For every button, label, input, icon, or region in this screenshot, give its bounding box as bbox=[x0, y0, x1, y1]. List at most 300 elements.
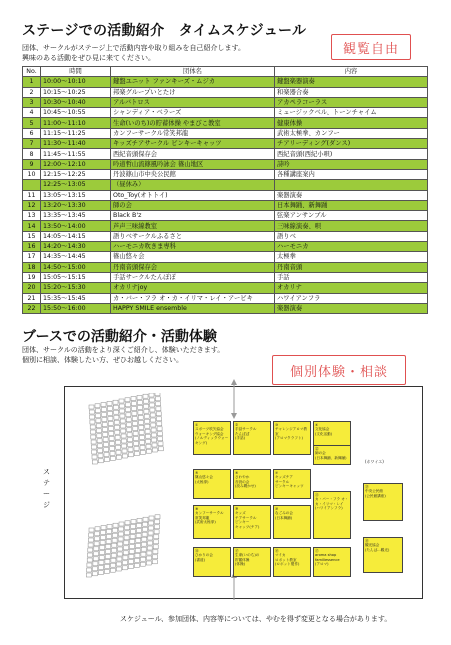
seat bbox=[113, 528, 118, 532]
seat bbox=[146, 444, 151, 448]
cell-time: 11:45～11:55 bbox=[41, 149, 111, 159]
seat bbox=[121, 434, 126, 438]
cell-time: 10:30～10:40 bbox=[41, 97, 111, 107]
cell-group: ハーモニカ吹きま専科 bbox=[111, 242, 275, 252]
cell-no: 12 bbox=[23, 200, 41, 210]
timetable-row bbox=[23, 231, 428, 241]
seat bbox=[146, 449, 151, 453]
cell-no: 22 bbox=[23, 303, 41, 313]
seat bbox=[93, 567, 98, 571]
seat bbox=[131, 520, 136, 524]
seat bbox=[130, 535, 135, 539]
cell-no: 16 bbox=[23, 242, 41, 252]
seat bbox=[102, 418, 107, 422]
seat bbox=[133, 422, 138, 426]
seat bbox=[117, 562, 122, 566]
seat bbox=[151, 418, 156, 422]
seat bbox=[115, 435, 120, 439]
timetable-row bbox=[23, 77, 428, 87]
seat bbox=[142, 542, 147, 546]
seat bbox=[149, 398, 154, 402]
seat bbox=[152, 443, 157, 447]
cell-content: 弦楽アンサンブル bbox=[275, 211, 428, 221]
seat bbox=[144, 404, 149, 408]
seat bbox=[104, 458, 109, 462]
seat bbox=[110, 568, 115, 572]
seat bbox=[112, 538, 117, 542]
booth-b14: ⑭ ひかりの会 (書道) bbox=[193, 547, 231, 577]
seat bbox=[116, 455, 121, 459]
seat bbox=[126, 413, 131, 417]
seat bbox=[158, 437, 163, 441]
timetable-row bbox=[23, 211, 428, 221]
seat bbox=[116, 445, 121, 449]
free-viewing-stamp: 観覧自由 bbox=[331, 34, 411, 60]
seat bbox=[122, 454, 127, 458]
cell-group: 語りべサークルふるさと bbox=[111, 231, 275, 241]
cell-group: キッズチアサークル ピンキーキャッツ bbox=[111, 139, 275, 149]
seat bbox=[124, 536, 129, 540]
seat bbox=[138, 415, 143, 419]
cell-no: 11 bbox=[23, 190, 41, 200]
cell-group: 生命(いのち)の貯蓄体操 やまびこ教室 bbox=[111, 118, 275, 128]
cell-content bbox=[275, 180, 428, 190]
cell-group: 師の会 bbox=[111, 200, 275, 210]
seat bbox=[106, 534, 111, 538]
seat bbox=[158, 442, 163, 446]
seat bbox=[111, 563, 116, 567]
timetable-row bbox=[23, 118, 428, 128]
seat bbox=[95, 532, 100, 536]
seat bbox=[106, 549, 111, 553]
timetable-row bbox=[23, 252, 428, 262]
seat bbox=[96, 424, 101, 428]
cell-no: 8 bbox=[23, 149, 41, 159]
seat bbox=[143, 399, 148, 403]
seat bbox=[101, 403, 106, 407]
booth-b17: ⑰ aroma shop familiessence (アロマ) bbox=[313, 547, 351, 577]
seat bbox=[136, 543, 141, 547]
timetable-row bbox=[23, 200, 428, 210]
seat bbox=[94, 542, 99, 546]
seat bbox=[127, 433, 132, 437]
seat bbox=[97, 429, 102, 433]
cell-no: 15 bbox=[23, 231, 41, 241]
cell-no: 17 bbox=[23, 252, 41, 262]
cell-time: 11:30～11:40 bbox=[41, 139, 111, 149]
seat bbox=[105, 559, 110, 563]
col-content: 内容 bbox=[275, 67, 428, 77]
seat bbox=[100, 551, 105, 555]
cell-no: 6 bbox=[23, 128, 41, 138]
timetable-row bbox=[23, 293, 428, 303]
seat bbox=[141, 547, 146, 551]
booth-b10: ⑩ なごみの会 (日本舞踊) bbox=[273, 505, 311, 539]
seat bbox=[96, 414, 101, 418]
cell-content: 健康体操 bbox=[275, 118, 428, 128]
seat bbox=[141, 552, 146, 556]
seat bbox=[95, 527, 100, 531]
seat bbox=[111, 553, 116, 557]
seat bbox=[157, 417, 162, 421]
cell-content: 鍵盤楽器演奏 bbox=[275, 77, 428, 87]
seat bbox=[144, 409, 149, 413]
seat bbox=[89, 528, 94, 532]
seat bbox=[98, 454, 103, 458]
seat bbox=[148, 536, 153, 540]
cell-content: 武術太極拳、カンフー bbox=[275, 128, 428, 138]
cell-time: 12:00～12:10 bbox=[41, 159, 111, 169]
seat bbox=[110, 456, 115, 460]
col-no: No. bbox=[23, 67, 41, 77]
timetable-row bbox=[23, 242, 428, 252]
seat bbox=[151, 428, 156, 432]
seat bbox=[98, 571, 103, 575]
booth-b13: ⑬ 中央公民館 (公民館講座) bbox=[363, 483, 403, 521]
seat bbox=[154, 525, 159, 529]
seat bbox=[157, 432, 162, 436]
seat bbox=[151, 423, 156, 427]
seat bbox=[123, 551, 128, 555]
seat bbox=[120, 409, 125, 413]
seat bbox=[156, 407, 161, 411]
seat bbox=[116, 450, 121, 454]
seat bbox=[114, 415, 119, 419]
cell-content: 西紀音頭(西紀小唄) bbox=[275, 149, 428, 159]
seat bbox=[127, 428, 132, 432]
seat bbox=[139, 435, 144, 439]
timetable-row bbox=[23, 190, 428, 200]
booth-b11: ⑪ カ・バー・フラ オ・カ・イリマ・レイ (ハワイアンフラ) bbox=[313, 491, 351, 539]
cell-time: 12:25～13:05 bbox=[41, 180, 111, 190]
seat bbox=[102, 423, 107, 427]
col-group: 団体名 bbox=[111, 67, 275, 77]
seat bbox=[147, 546, 152, 550]
seat bbox=[134, 442, 139, 446]
seat bbox=[147, 551, 152, 555]
cell-group: 篠山悠々会 bbox=[111, 252, 275, 262]
timetable-row bbox=[23, 97, 428, 107]
cell-no: 7 bbox=[23, 139, 41, 149]
seat bbox=[104, 448, 109, 452]
seat bbox=[146, 439, 151, 443]
cell-content: アカペラコーラス bbox=[275, 97, 428, 107]
cell-group: シャンディア・ベラーズ bbox=[111, 108, 275, 118]
seat bbox=[157, 422, 162, 426]
timetable-row bbox=[23, 303, 428, 313]
seat bbox=[91, 445, 96, 449]
seat bbox=[153, 545, 158, 549]
seat bbox=[145, 434, 150, 438]
seat bbox=[114, 410, 119, 414]
cell-time: 13:05～13:15 bbox=[41, 190, 111, 200]
seat bbox=[153, 550, 158, 554]
cell-content: ミュージックベル、トーンチャイム bbox=[275, 108, 428, 118]
seat bbox=[99, 561, 104, 565]
cell-group: 丹南音頭保存会 bbox=[111, 262, 275, 272]
cell-group: カ・バー・フラ オ・カ・イリマ・レイ・アービキ bbox=[111, 293, 275, 303]
seat bbox=[87, 568, 92, 572]
booth-heading: ブースでの活動紹介・活動体験 bbox=[22, 329, 217, 345]
seat bbox=[147, 556, 152, 560]
seat bbox=[104, 569, 109, 573]
seat bbox=[117, 552, 122, 556]
seat bbox=[139, 425, 144, 429]
seat bbox=[100, 541, 105, 545]
seat bbox=[129, 550, 134, 554]
cell-content: 太極拳 bbox=[275, 252, 428, 262]
cell-content: 楽器演奏 bbox=[275, 190, 428, 200]
seat bbox=[133, 437, 138, 441]
seat bbox=[145, 419, 150, 423]
timetable bbox=[22, 66, 428, 314]
stage-label: ステージ bbox=[43, 468, 50, 509]
seat bbox=[119, 522, 124, 526]
seat bbox=[156, 402, 161, 406]
seat bbox=[115, 440, 120, 444]
cell-group: カンフーサークル常笑邦龍 bbox=[111, 128, 275, 138]
stage-intro-line-2: 興味のある活動をぜひ見に来てください。 bbox=[22, 54, 155, 62]
seat bbox=[104, 453, 109, 457]
timetable-row bbox=[23, 87, 428, 97]
seat bbox=[109, 426, 114, 430]
seat bbox=[92, 572, 97, 576]
seat bbox=[120, 419, 125, 423]
seat bbox=[128, 453, 133, 457]
stage-heading: ステージでの活動紹介 タイムスケジュール bbox=[22, 23, 307, 39]
seat bbox=[86, 573, 91, 577]
seat bbox=[152, 560, 157, 564]
booth-b8: ⑧ カンフーサークル 常笑邦龍 (武術太極拳) bbox=[193, 505, 231, 539]
seat bbox=[115, 425, 120, 429]
seat bbox=[117, 557, 122, 561]
cell-no: 13 bbox=[23, 211, 41, 221]
cell-time: 14:50～15:00 bbox=[41, 262, 111, 272]
timetable-row bbox=[23, 180, 428, 190]
seat bbox=[121, 429, 126, 433]
seat bbox=[122, 566, 127, 570]
timetable-row bbox=[23, 159, 428, 169]
seat bbox=[90, 415, 95, 419]
seat bbox=[94, 547, 99, 551]
seat bbox=[138, 410, 143, 414]
booth-b16: ⑯ マイカ ロボット教室 (ロボット製作) bbox=[273, 547, 311, 577]
cell-time: 13:50～14:00 bbox=[41, 221, 111, 231]
cell-no: 19 bbox=[23, 272, 41, 282]
seat bbox=[113, 523, 118, 527]
seat bbox=[101, 526, 106, 530]
seat bbox=[121, 424, 126, 428]
seat bbox=[137, 400, 142, 404]
consultation-stamp: 個別体験・相談 bbox=[272, 355, 406, 385]
booth-intro-line-2: 個別に相談、体験したい方、ぜひお越しください。 bbox=[22, 356, 183, 364]
timetable-row bbox=[23, 139, 428, 149]
seat bbox=[125, 403, 130, 407]
cell-content: 語りべ bbox=[275, 231, 428, 241]
cell-group: オカリナjoy bbox=[111, 283, 275, 293]
seat bbox=[144, 414, 149, 418]
seat bbox=[154, 530, 159, 534]
seat bbox=[95, 404, 100, 408]
seat bbox=[127, 438, 132, 442]
seat bbox=[140, 450, 145, 454]
aisle-arrow-top bbox=[229, 379, 239, 419]
seat bbox=[118, 532, 123, 536]
seat bbox=[90, 425, 95, 429]
seat bbox=[122, 444, 127, 448]
cell-content: 各種講座案内 bbox=[275, 169, 428, 179]
seat bbox=[100, 546, 105, 550]
cell-time: 15:20～15:30 bbox=[41, 283, 111, 293]
seat bbox=[146, 561, 151, 565]
seat bbox=[107, 401, 112, 405]
seat bbox=[101, 408, 106, 412]
seat bbox=[124, 541, 129, 545]
seat bbox=[92, 450, 97, 454]
seat bbox=[134, 563, 139, 567]
seat bbox=[106, 539, 111, 543]
seat bbox=[140, 562, 145, 566]
seat bbox=[131, 397, 136, 401]
booth-b6: ⑥ さわやか 音読の会 (読み聞かせ) bbox=[233, 469, 271, 499]
cell-content: 手話 bbox=[275, 272, 428, 282]
seat bbox=[116, 567, 121, 571]
booth-b9: ⑨ キッズ チアサークル ピンキー キャッツ(チア) bbox=[233, 505, 271, 539]
cell-no: 4 bbox=[23, 108, 41, 118]
seat bbox=[142, 527, 147, 531]
seat bbox=[103, 428, 108, 432]
stage-intro-line-1: 団体、サークルがステージ上で活動内容や取り組みを自己紹介します。 bbox=[22, 44, 245, 52]
cell-content: 詩吟 bbox=[275, 159, 428, 169]
floor-map bbox=[43, 386, 423, 599]
seat bbox=[98, 449, 103, 453]
seat bbox=[124, 546, 129, 550]
seat bbox=[140, 440, 145, 444]
cell-content: 和楽器合奏 bbox=[275, 87, 428, 97]
seat bbox=[129, 560, 134, 564]
seat bbox=[133, 427, 138, 431]
seat bbox=[101, 531, 106, 535]
cell-group: HAPPY SMILE ensemble bbox=[111, 303, 275, 313]
seat bbox=[138, 405, 143, 409]
seat bbox=[121, 439, 126, 443]
cell-no: 3 bbox=[23, 97, 41, 107]
booth-b3: ③ チャレンジアロマ教室 (アロマクラフト) bbox=[273, 421, 311, 455]
seat bbox=[136, 533, 141, 537]
seat bbox=[119, 399, 124, 403]
seat bbox=[93, 557, 98, 561]
seat bbox=[157, 427, 162, 431]
booth-b15: ⑮ 生命(いのち)の 貯蓄体操 (体操) bbox=[233, 547, 271, 577]
seat bbox=[142, 537, 147, 541]
seat bbox=[137, 518, 142, 522]
booth-b2: ② 手話サークル たんぽぽ (手話) bbox=[233, 421, 271, 455]
seat bbox=[129, 555, 134, 559]
seat bbox=[103, 443, 108, 447]
seat bbox=[134, 452, 139, 456]
timetable-row bbox=[23, 128, 428, 138]
seat bbox=[108, 411, 113, 415]
seat bbox=[135, 548, 140, 552]
seat bbox=[139, 420, 144, 424]
seat bbox=[114, 420, 119, 424]
seat bbox=[126, 408, 131, 412]
seat bbox=[113, 400, 118, 404]
seat bbox=[100, 536, 105, 540]
cell-group: Black B'z bbox=[111, 211, 275, 221]
seat bbox=[152, 448, 157, 452]
seat bbox=[150, 403, 155, 407]
seat bbox=[152, 438, 157, 442]
cell-group: 邦楽グループいとたけ bbox=[111, 87, 275, 97]
seat bbox=[122, 449, 127, 453]
seat bbox=[123, 556, 128, 560]
seat bbox=[88, 553, 93, 557]
seat bbox=[92, 460, 97, 464]
seat bbox=[91, 435, 96, 439]
seat bbox=[109, 436, 114, 440]
seat bbox=[142, 532, 147, 536]
seat bbox=[130, 545, 135, 549]
seat bbox=[158, 447, 163, 451]
seat bbox=[148, 541, 153, 545]
booth-b7: ⑦ キッズチア サークル ピンキーキャッツ bbox=[273, 469, 311, 499]
seat bbox=[128, 565, 133, 569]
seat bbox=[143, 517, 148, 521]
seat bbox=[118, 537, 123, 541]
seat bbox=[112, 543, 117, 547]
cell-content: 三味線演奏、唄 bbox=[275, 221, 428, 231]
seat bbox=[135, 558, 140, 562]
seat bbox=[130, 540, 135, 544]
booth-b12: ⑫ 師の会 (日本舞踊、新舞踊) bbox=[313, 445, 351, 465]
seat bbox=[94, 552, 99, 556]
cell-time: 10:45～10:55 bbox=[41, 108, 111, 118]
timetable-row bbox=[23, 262, 428, 272]
seat bbox=[150, 408, 155, 412]
cell-no: 10 bbox=[23, 169, 41, 179]
seat bbox=[155, 397, 160, 401]
seat bbox=[149, 393, 154, 397]
seat bbox=[130, 530, 135, 534]
cell-group: Oto_Toy(オトトイ) bbox=[111, 190, 275, 200]
seat bbox=[145, 429, 150, 433]
seat bbox=[132, 417, 137, 421]
seat bbox=[135, 553, 140, 557]
seat bbox=[90, 420, 95, 424]
cell-no: 20 bbox=[23, 283, 41, 293]
seat bbox=[118, 542, 123, 546]
booth-intro-line-1: 団体、サークルの活動をより深くご紹介し、体験いただきます。 bbox=[22, 346, 225, 354]
seat bbox=[148, 531, 153, 535]
seat bbox=[87, 563, 92, 567]
seat bbox=[133, 432, 138, 436]
seat bbox=[110, 446, 115, 450]
timetable-row bbox=[23, 221, 428, 231]
seat bbox=[102, 413, 107, 417]
seat bbox=[128, 443, 133, 447]
seat bbox=[88, 548, 93, 552]
footer-note: スケジュール、参加団体、内容等については、やむを得ず変更となる場合があります。 bbox=[120, 615, 392, 623]
cell-time: 14:20～14:30 bbox=[41, 242, 111, 252]
seat bbox=[143, 394, 148, 398]
seat bbox=[91, 440, 96, 444]
seat bbox=[118, 547, 123, 551]
timetable-row bbox=[23, 272, 428, 282]
seat bbox=[113, 405, 118, 409]
seat bbox=[89, 405, 94, 409]
seat bbox=[112, 533, 117, 537]
